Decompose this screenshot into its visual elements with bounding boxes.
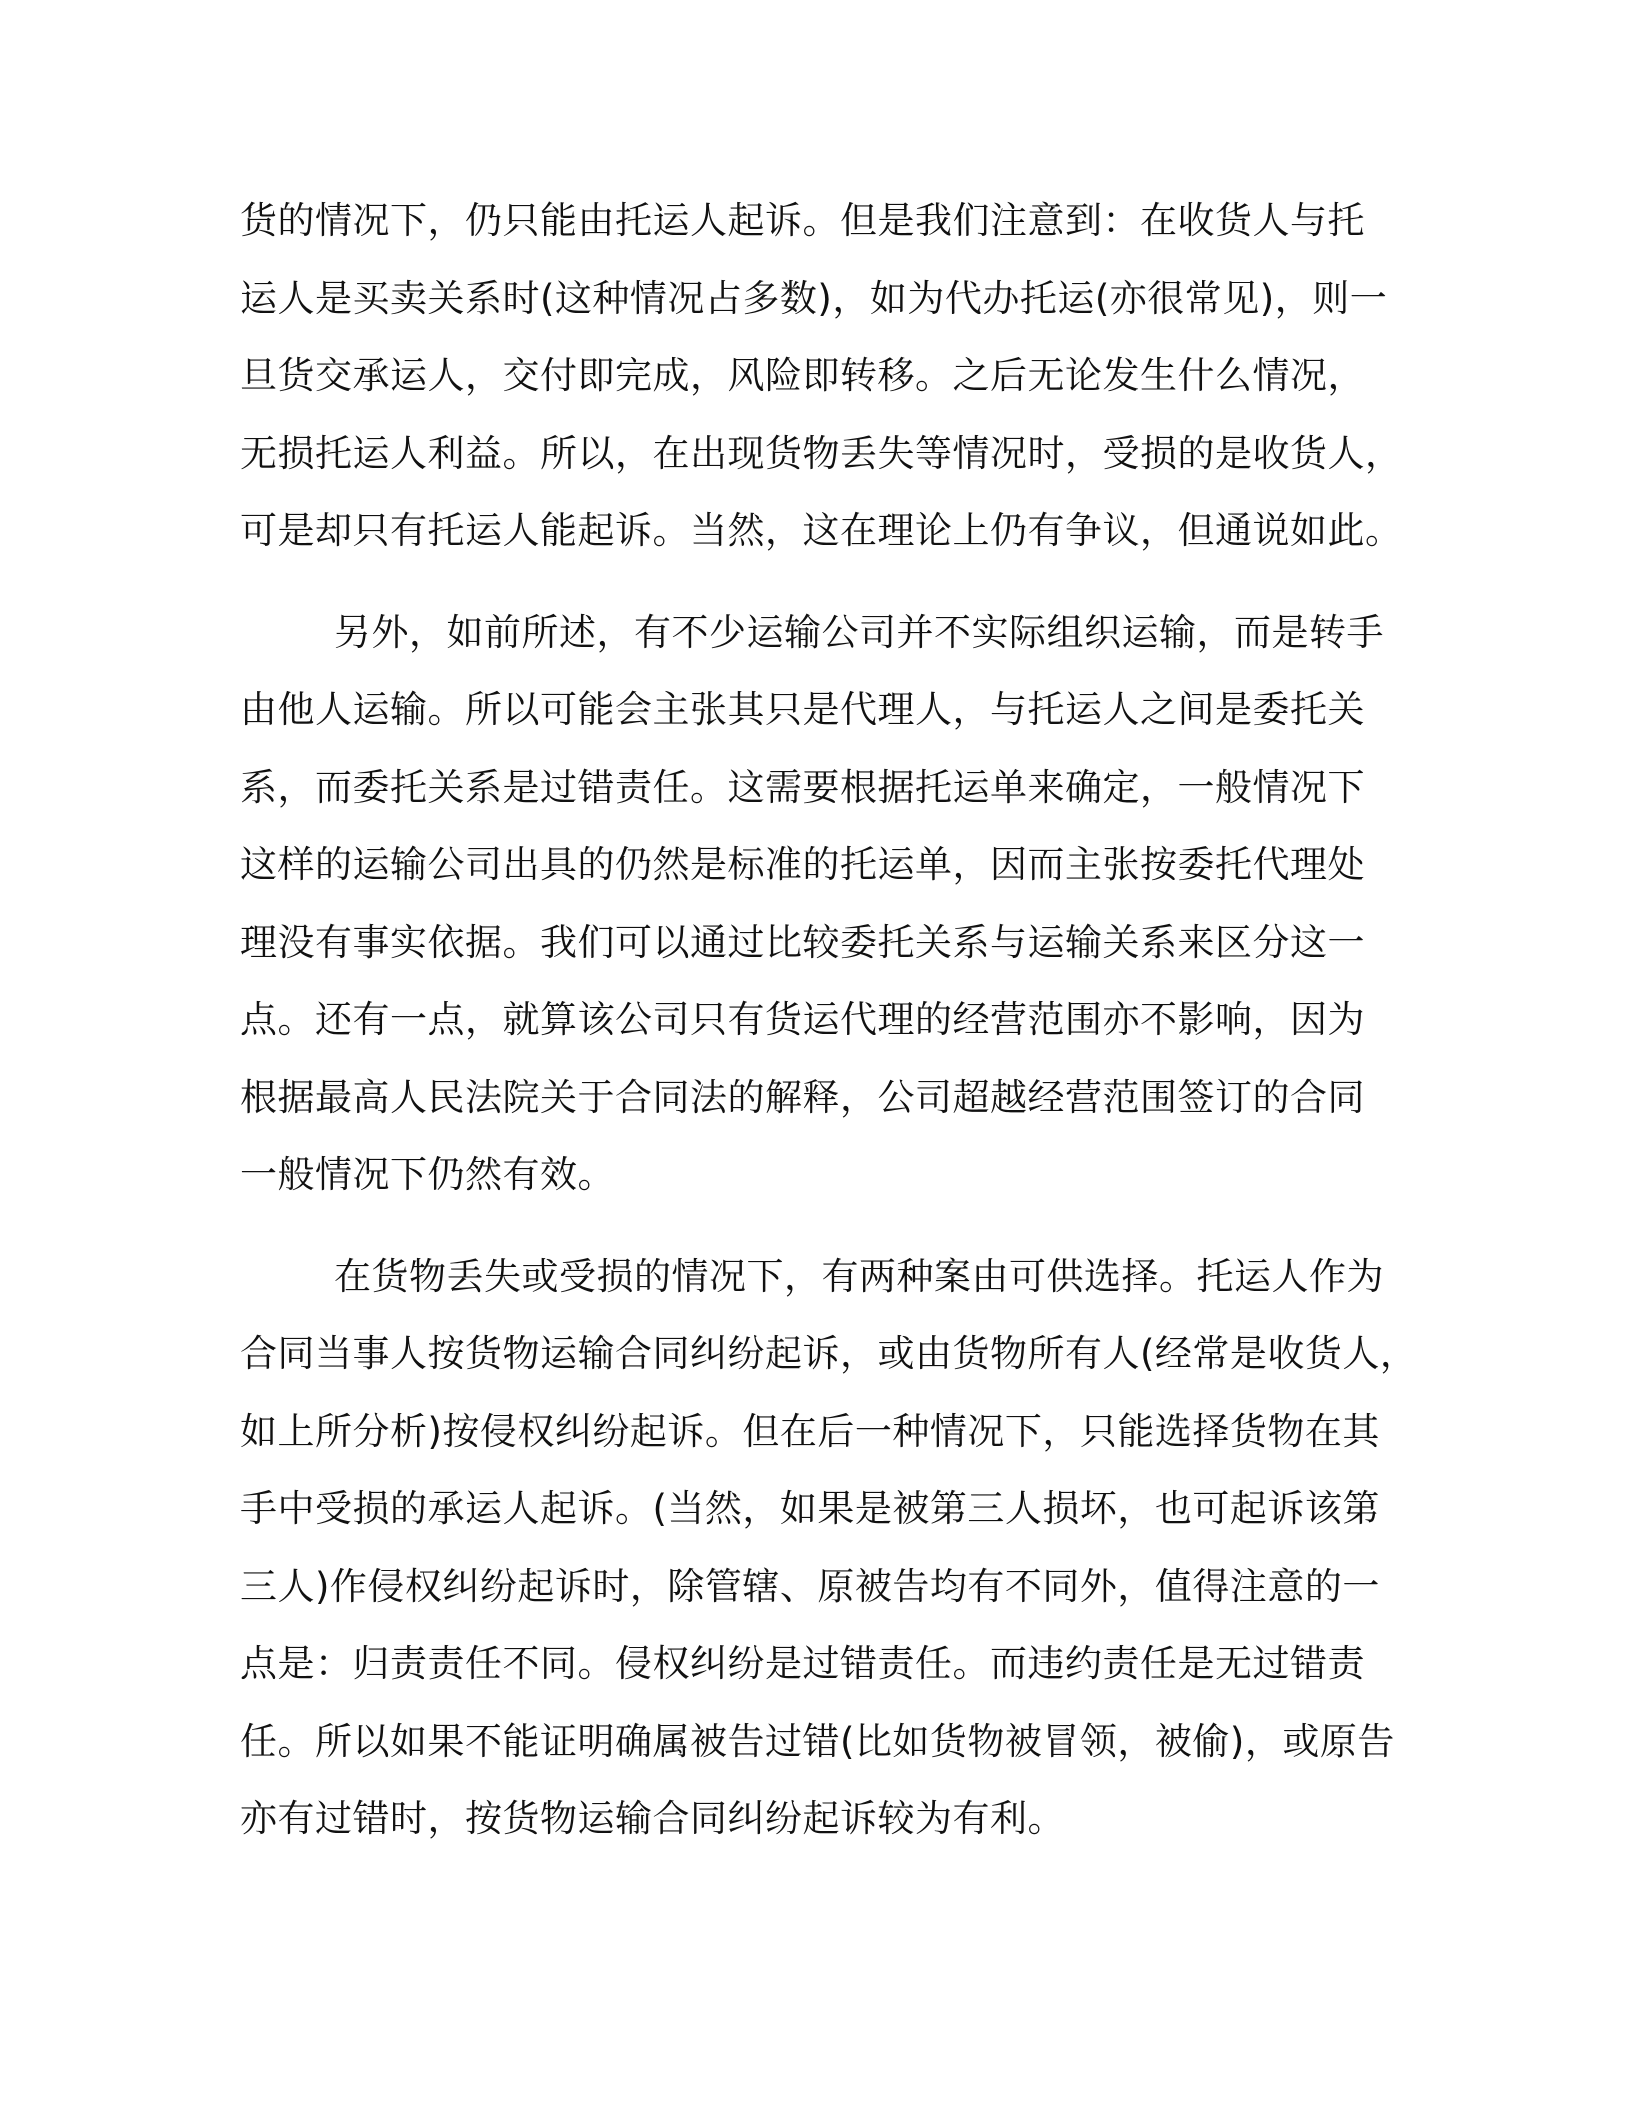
text-line: 点。还有一点，就算该公司只有货运代理的经营范围亦不影响，因为 (240, 998, 1365, 1041)
paragraph-1 (240, 182, 1403, 570)
text-line: 另外，如前所述，有不少运输公司并不实际组织运输，而是转手 (334, 610, 1384, 654)
text-line: 由他人运输。所以可能会主张其只是代理人，与托运人之间是委托关 (240, 688, 1365, 731)
text-line: 这样的运输公司出具的仍然是标准的托运单，因而主张按委托代理处 (240, 843, 1365, 886)
document-body (240, 182, 1418, 1858)
text-line: 点是：归责责任不同。侵权纠纷是过错责任。而违约责任是无过错责 (240, 1642, 1365, 1685)
text-line: 理没有事实依据。我们可以通过比较委托关系与运输关系来区分这一 (240, 920, 1365, 964)
text-line: 任。所以如果不能证明确属被告过错(比如货物被冒领，被偷)，或原告 (240, 1719, 1395, 1763)
text-line: 在货物丢失或受损的情况下，有两种案由可供选择。托运人作为 (334, 1254, 1384, 1298)
text-line: 系，而委托关系是过错责任。这需要根据托运单来确定，一般情况下 (240, 765, 1365, 809)
paragraph-2 (240, 594, 1390, 1214)
text-line: 旦货交承运人，交付即完成，风险即转移。之后无论发生什么情况， (240, 354, 1365, 397)
text-line: 如上所分析)按侵权纠纷起诉。但在后一种情况下，只能选择货物在其 (240, 1409, 1380, 1453)
text-line: 亦有过错时，按货物运输合同纠纷起诉较为有利。 (240, 1797, 1065, 1840)
text-line: 可是却只有托运人能起诉。当然，这在理论上仍有争议，但通说如此。 (240, 509, 1403, 552)
text-line: 根据最高人民法院关于合同法的解释，公司超越经营范围签订的合同 (240, 1075, 1365, 1119)
text-line: 无损托运人利益。所以，在出现货物丢失等情况时，受损的是收货人， (240, 431, 1403, 475)
text-line: 一般情况下仍然有效。 (240, 1153, 615, 1196)
text-line: 手中受损的承运人起诉。(当然，如果是被第三人损坏，也可起诉该第 (240, 1487, 1380, 1530)
paragraph-3 (240, 1238, 1418, 1858)
text-line: 运人是买卖关系时(这种情况占多数)，如为代办托运(亦很常见)，则一 (240, 276, 1388, 320)
text-line: 货的情况下，仍只能由托运人起诉。但是我们注意到：在收货人与托 (240, 199, 1365, 242)
text-line: 合同当事人按货物运输合同纠纷起诉，或由货物所有人(经常是收货人， (240, 1332, 1418, 1375)
text-line: 三人)作侵权纠纷起诉时，除管辖、原被告均有不同外，值得注意的一 (240, 1564, 1380, 1608)
